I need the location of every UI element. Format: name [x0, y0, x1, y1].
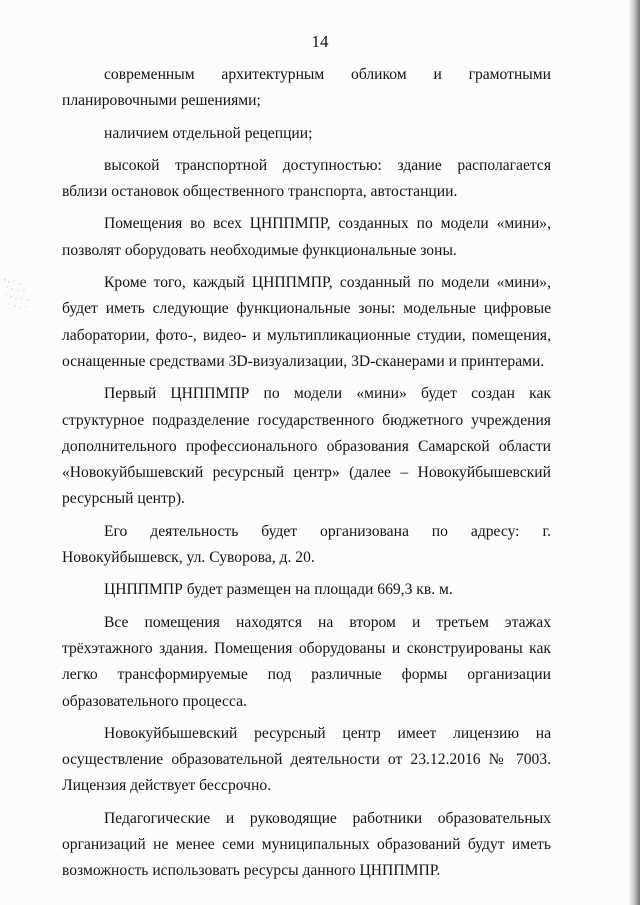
document-body — [62, 62, 551, 885]
paragraph-address: Его деятельность будет организована по адресу: г. Новокуйбышевск, ул. Суворова, д. 20. — [62, 522, 551, 567]
paragraph-premises: Помещения во всех ЦНППМПР, созданных по модели «мини», позволят оборудовать необходимые функциональные зоны. — [62, 215, 551, 259]
paragraph-floors: Все помещения находятся на втором и третьем этажах трёхэтажного здания. Помещения оборудованы и сконструированы как легко трансформируемые под различные формы организации образовательного процесса. — [62, 613, 551, 710]
paragraph-transport: высокой транспортной доступностью: здание располагается вблизи остановок общественного транспорта, автостанции. — [62, 156, 551, 201]
page-number: 14 — [311, 32, 329, 51]
paragraph-staff: Педагогические и руководящие работники образовательных организаций не менее семи муниципальных образований будут иметь возможность использовать ресурсы данного ЦНППМПР. — [62, 809, 551, 880]
scan-edge-shadow — [628, 0, 640, 905]
paragraph-architecture: современным архитектурным обликом и грамотными планировочными решениями; — [62, 66, 551, 110]
paragraph-reception: наличием отдельной рецепции; — [104, 124, 313, 142]
paragraph-area: ЦНППМПР будет размещен на площади 669,3 кв. м. — [104, 581, 453, 599]
paragraph-license: Новокуйбышевский ресурсный центр имеет лицензию на осуществление образовательной деятельности от 23.12.2016 № 7003. Лицензия действует бессрочно. — [62, 724, 551, 795]
scan-noise-mark — [2, 278, 32, 312]
paragraph-first-center: Первый ЦНППМПР по модели «мини» будет создан как структурное подразделение государственного бюджетного учреждения дополнительного профессионального образования Самарской области «Новокуйбышевский ресурсный центр» (далее – Новокуйбышевский ресурсный центр). — [62, 385, 551, 508]
paragraph-functional-zones: Кроме того, каждый ЦНППМПР, созданный по модели «мини», будет иметь следующие функциональные зоны: модельные цифровые лаборатории, фото-, видео- и мультипликационные студии, помещения, оснащенные средствами 3D-визуализации, 3D-сканерами и принтерами. — [62, 274, 551, 370]
